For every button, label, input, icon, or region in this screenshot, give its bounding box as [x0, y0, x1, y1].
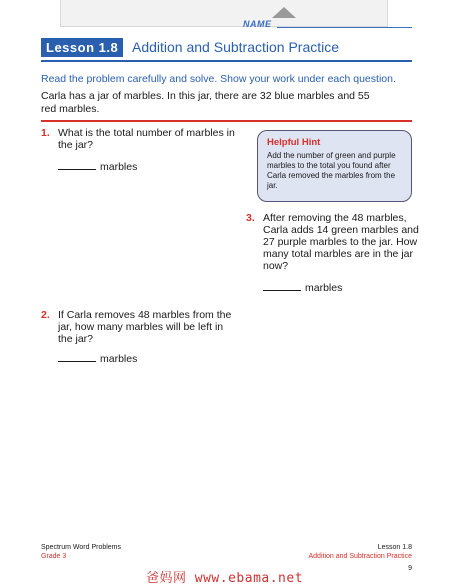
lesson-header — [41, 38, 412, 62]
answer-unit: marbles — [100, 161, 138, 173]
answer-unit: marbles — [100, 353, 138, 365]
watermark: 爸妈网 www.ebama.net — [145, 571, 304, 586]
hint-text: Add the number of green and purple marbles to the total you found after Carla removed the marbles from the jar. — [267, 151, 396, 190]
question-text: If Carla removes 48 marbles from the jar, how many marbles will be left in the jar? — [58, 309, 232, 345]
footer-book: Spectrum Word Problems — [41, 544, 122, 551]
lesson-title: Addition and Subtraction Practice — [132, 39, 340, 55]
answer-blank[interactable] — [58, 169, 96, 170]
hint-title: Helpful Hint — [267, 137, 321, 148]
triangle-arrow-icon — [272, 7, 296, 18]
question-number: 3. — [246, 212, 255, 224]
footer-right — [308, 543, 412, 561]
name-header-box — [60, 0, 388, 27]
question-number: 2. — [41, 309, 50, 321]
lesson-badge: Lesson 1.8 — [41, 38, 123, 57]
question-number: 1. — [41, 127, 50, 139]
intro-text: Carla has a jar of marbles. In this jar, there are 32 blue marbles and 55 red marbles. — [41, 90, 370, 115]
footer-lesson: Lesson 1.8 — [377, 544, 412, 551]
footer-grade: Grade 3 — [41, 553, 67, 560]
question-3 — [246, 212, 421, 302]
footer-left — [41, 543, 121, 561]
helpful-hint-box — [257, 130, 412, 202]
answer-line[interactable] — [263, 282, 342, 294]
name-label: NAME — [243, 19, 272, 29]
answer-blank[interactable] — [263, 290, 301, 291]
question-text: After removing the 48 marbles, Carla adds 14 green marbles and 27 purple marbles to the jar. How many total marbles are in the jar now? — [263, 212, 419, 272]
question-text: What is the total number of marbles in the jar? — [58, 127, 235, 151]
name-line — [277, 27, 412, 28]
answer-blank[interactable] — [58, 361, 96, 362]
answer-line[interactable] — [58, 161, 137, 173]
lesson-rule — [41, 60, 412, 62]
footer-lesson-title: Addition and Subtraction Practice — [308, 553, 412, 560]
page-number: 9 — [408, 565, 412, 572]
section-divider — [41, 120, 412, 122]
question-2 — [41, 309, 241, 379]
answer-unit: marbles — [305, 282, 343, 294]
answer-line[interactable] — [58, 353, 137, 365]
instructions: Read the problem carefully and solve. Show your work under each question. — [41, 73, 396, 85]
question-1 — [41, 127, 241, 187]
